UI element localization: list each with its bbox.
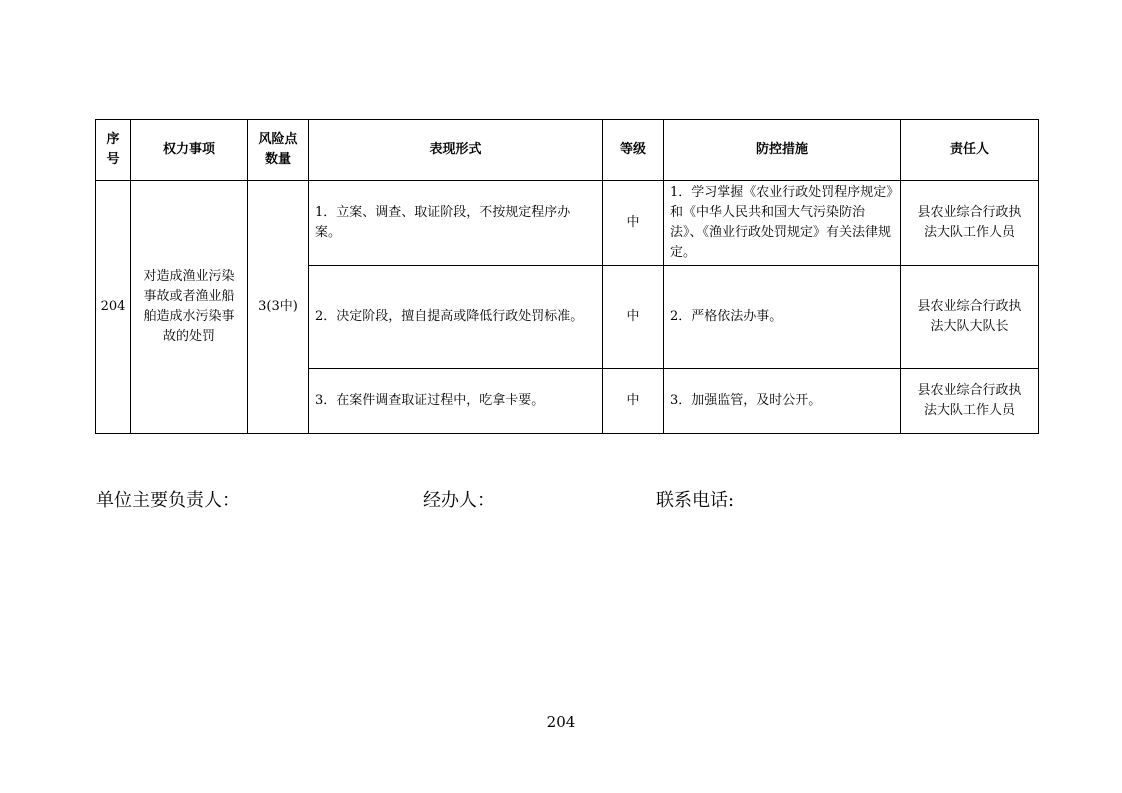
page-number: 204	[546, 713, 576, 731]
form-cell: 3．在案件调查取证过程中，吃拿卡要。	[309, 369, 603, 434]
person-cell: 县农业综合行政执法大队大队长	[901, 266, 1039, 369]
header-form: 表现形式	[309, 120, 603, 181]
measure-cell: 1．学习掌握《农业行政处罚程序规定》和《中华人民共和国大气污染防治法》、《渔业行政处罚规定》有关法律规定。	[664, 181, 901, 266]
header-level: 等级	[603, 120, 664, 181]
risk-table	[95, 119, 1039, 434]
table-header-row	[96, 120, 1039, 181]
header-risk-count: 风险点数量	[248, 120, 309, 181]
header-item: 权力事项	[131, 120, 248, 181]
risk-count-cell: 3(3中)	[248, 181, 309, 434]
item-cell: 对造成渔业污染事故或者渔业船舶造成水污染事故的处罚	[131, 181, 248, 434]
header-measure: 防控措施	[664, 120, 901, 181]
person-cell: 县农业综合行政执法大队工作人员	[901, 369, 1039, 434]
measure-cell: 3．加强监管，及时公开。	[664, 369, 901, 434]
measure-cell: 2．严格依法办事。	[664, 266, 901, 369]
level-cell: 中	[603, 369, 664, 434]
seq-cell: 204	[96, 181, 131, 434]
header-seq: 序号	[96, 120, 131, 181]
header-person: 责任人	[901, 120, 1039, 181]
phone-label: 联系电话:	[656, 490, 735, 511]
level-cell: 中	[603, 266, 664, 369]
handler-label: 经办人：	[423, 490, 495, 511]
table-row	[96, 181, 1039, 266]
level-cell: 中	[603, 181, 664, 266]
unit-head-label: 单位主要负责人：	[96, 490, 240, 511]
person-cell: 县农业综合行政执法大队工作人员	[901, 181, 1039, 266]
form-cell: 2．决定阶段，擅自提高或降低行政处罚标准。	[309, 266, 603, 369]
form-cell: 1．立案、调查、取证阶段，不按规定程序办案。	[309, 181, 603, 266]
